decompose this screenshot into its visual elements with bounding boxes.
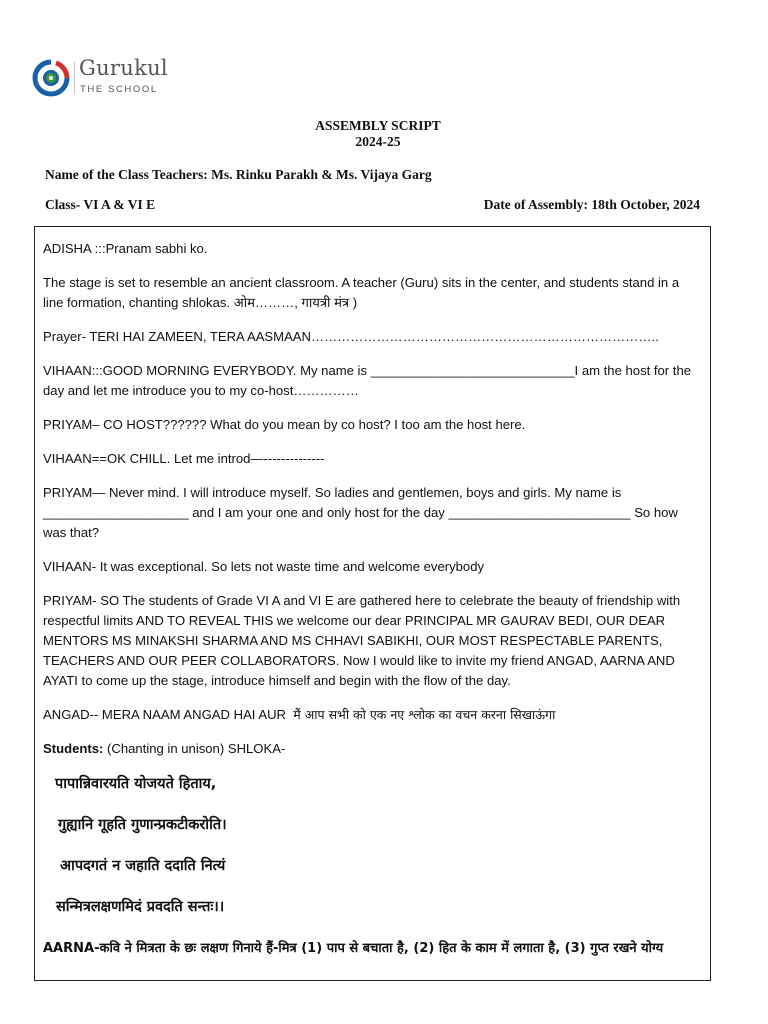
gurukul-logo <box>32 56 172 100</box>
class-teachers: Name of the Class Teachers: Ms. Rinku Parakh & Ms. Vijaya Garg <box>45 167 432 182</box>
line-adisha: ADISHA :::Pranam sabhi ko. <box>43 241 208 256</box>
students-label: Students: <box>43 741 104 756</box>
logo-divider <box>74 62 75 94</box>
class-info: Class- VI A & VI E <box>45 197 156 212</box>
line-angad <box>43 705 703 725</box>
assembly-date: Date of Assembly: 18th October, 2024 <box>483 197 700 212</box>
document-year: 2024-25 <box>355 134 401 149</box>
angad-hindi: मैं आप सभी को एक नए श्लोक का वचन करना सिखाऊंगा <box>293 707 556 722</box>
gurukul-emblem-icon <box>32 59 70 97</box>
line-vihaan-3: VIHAAN- It was exceptional. So lets not waste time and welcome everybody <box>43 559 485 574</box>
line-priyam-1: PRIYAM– CO HOST?????? What do you mean by co host? I too am the host here. <box>43 417 526 432</box>
logo-name: Gurukul <box>79 56 168 80</box>
logo-tagline: THE SCHOOL <box>80 84 158 95</box>
shloka-line-2: गुह्यानि गूहति गुणान्प्रकटीकरोति। <box>58 817 227 833</box>
angad-label: ANGAD-- MERA NAAM ANGAD HAI AUR <box>43 707 287 722</box>
script-box <box>34 226 711 981</box>
document-title: ASSEMBLY SCRIPT <box>315 118 441 133</box>
line-priyam-2: PRIYAM— Never mind. I will introduce myself. So ladies and gentlemen, boys and girls. My name is ____________________ and I am your one and only host for the day _________________________ So how was that? <box>43 485 678 540</box>
line-aarna: AARNA-कवि ने मित्रता के छः लक्षण गिनाये हैं-मित्र (1) पाप से बचाता है, (2) हित के काम में लगाता है, (3) गुप्त रखने योग्य <box>43 941 664 956</box>
shloka-line-1: पापान्निवारयति योजयते हिताय, <box>55 776 217 792</box>
shloka-line-4: सन्मित्रलक्षणमिदं प्रवदति सन्तः।। <box>56 899 225 915</box>
line-vihaan-1: VIHAAN:::GOOD MORNING EVERYBODY. My name is ____________________________I am the host for the day and let me introduce you to my co-host…………… <box>43 363 692 398</box>
line-priyam-3: PRIYAM- SO The students of Grade VI A and VI E are gathered here to celebrate the beauty of friendship with respectful limits AND TO REVEAL THIS we welcome our dear PRINCIPAL MR GAURAV BEDI, OUR DEAR MENTORS MS MINAKSHI SHARMA AND MS CHHAVI SABIKHI, OUR MOST RESPECTABLE PARENTS, TEACHERS AND OUR PEER COLLABORATORS. Now I would like to invite my friend ANGAD, AARNA AND AYATI to come up the stage, introduce himself and begin with the flow of the day. <box>43 593 681 688</box>
script-content <box>43 239 703 975</box>
line-stage-direction: The stage is set to resemble an ancient classroom. A teacher (Guru) sits in the center, and students stand in a line formation, chanting shlokas. ओम………, गायत्री मंत्र ) <box>43 275 680 310</box>
shloka-line-3: आपदगतं न जहाति ददाति नित्यं <box>60 858 226 874</box>
students-text: (Chanting in unison) SHLOKA- <box>107 741 286 756</box>
line-vihaan-2: VIHAAN==OK CHILL. Let me introd—-------------- <box>43 451 325 466</box>
line-students <box>43 739 703 759</box>
line-prayer: Prayer- TERI HAI ZAMEEN, TERA AASMAAN…………………………………………………………………….. <box>43 329 659 344</box>
